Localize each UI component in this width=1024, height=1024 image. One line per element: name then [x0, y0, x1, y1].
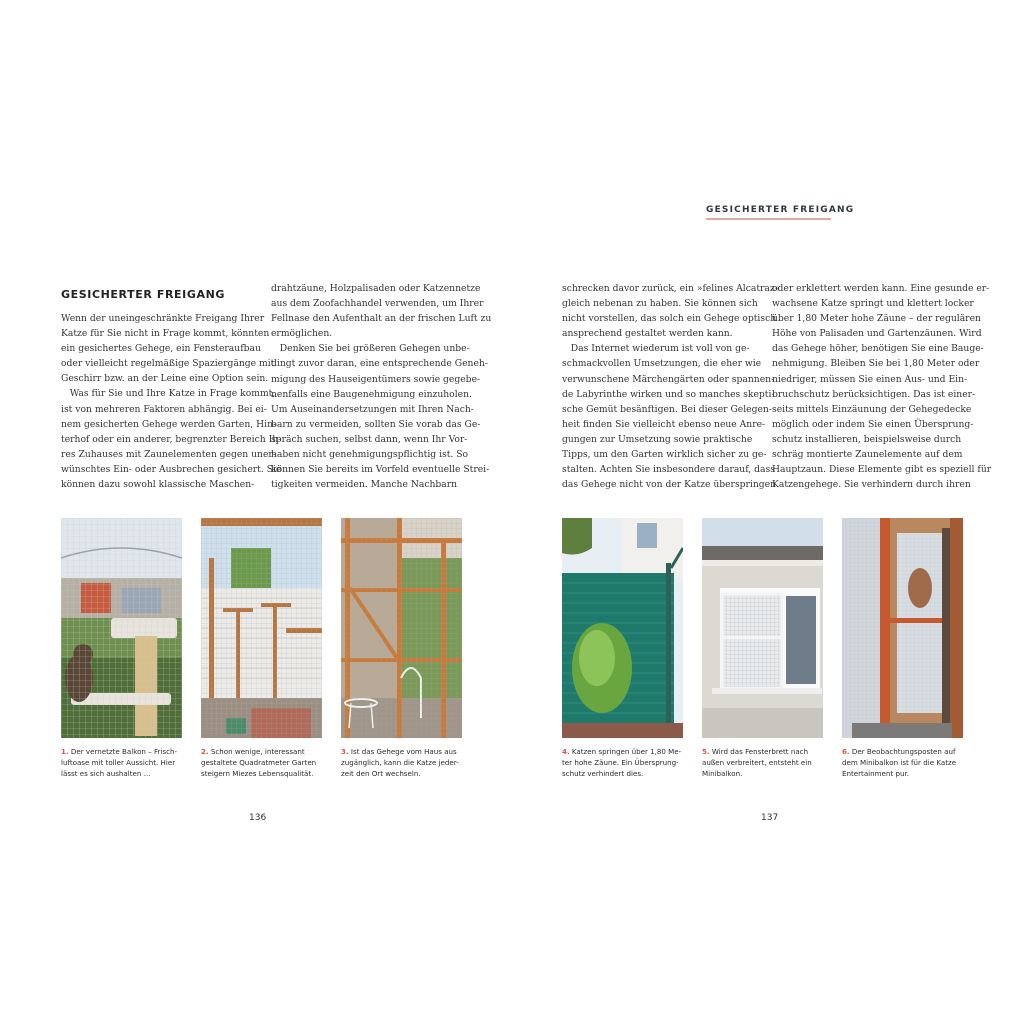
text-line: spräch suchen, selbst dann, wenn Ihr Vor- — [271, 433, 468, 445]
caption-number: 5. — [702, 747, 710, 756]
caption-2 — [201, 746, 324, 779]
text-line: stalten. Achten Sie insbesondere darauf, dass — [562, 464, 775, 476]
text-line: ermöglichen. — [271, 328, 333, 340]
text-line: ist von mehreren Faktoren abhängig. Bei ei- — [61, 403, 267, 415]
text-line: das Gehege nicht von der Katze überspringen — [562, 479, 777, 491]
caption-text: Schon wenige, interessant — [210, 747, 305, 756]
text-line: migung des Hauseigentümers sowie gegebe- — [271, 373, 481, 385]
text-line: verwunschene Märchengärten oder spannen- — [562, 373, 775, 385]
text-column-1 — [61, 311, 282, 492]
text-column-2 — [271, 281, 492, 492]
text-line: wünschtes Ein- oder Ausbrechen gesichert. Sie — [61, 463, 282, 475]
text-line: dingt zuvor daran, eine entsprechende Geneh- — [271, 358, 488, 370]
caption-6 — [842, 746, 965, 779]
text-line: Das Internet wiederum ist voll von ge- — [562, 343, 750, 355]
caption-text: Katzen springen über 1,80 Me- — [571, 747, 682, 756]
caption-line — [341, 746, 464, 757]
running-head-underline — [706, 218, 831, 220]
caption-line — [61, 746, 184, 757]
text-line: oder vielleicht regelmäßige Spaziergänge mit — [61, 358, 275, 370]
text-line: de Labyrinthe wirken und so manches skepti- — [562, 388, 775, 400]
photo-netted-balcony — [61, 518, 182, 738]
text-line: wachsene Katze springt und klettert locker — [772, 298, 974, 310]
text-line: Wenn der uneingeschränkte Freigang Ihrer — [61, 313, 265, 324]
caption-number: 6. — [842, 747, 850, 756]
text-column-4 — [772, 281, 992, 492]
caption-text: Wird das Fensterbrett nach — [711, 747, 809, 756]
caption-line: dem Minibalkon ist für die Katze — [842, 758, 957, 767]
text-line: gleich nebenan zu haben. Sie können sich — [562, 298, 758, 310]
caption-line: zugänglich, kann die Katze jeder- — [341, 758, 459, 767]
page-number-right: 137 — [761, 813, 779, 823]
text-line: schutz installieren, beispielsweise durch — [772, 433, 962, 445]
text-column-3 — [562, 281, 781, 492]
text-line: heit finden Sie vielleicht ebenso neue Anre- — [562, 418, 766, 430]
text-line: das Gehege höher, benötigen Sie eine Bauge- — [772, 343, 984, 355]
photo-green-fence — [562, 518, 683, 738]
text-line: schmackvollen Umsetzungen, die eher wie — [562, 358, 762, 370]
caption-line — [562, 746, 685, 757]
caption-line: Entertainment pur. — [842, 769, 909, 778]
text-line: Katzengehege. Sie verhindern durch ihren — [772, 479, 971, 491]
text-line: Um Auseinandersetzungen mit Ihren Nach- — [271, 403, 474, 415]
caption-line — [702, 746, 825, 757]
caption-number: 4. — [562, 747, 570, 756]
text-line: oder erklettert werden kann. Eine gesunde er- — [772, 283, 990, 294]
text-line: nicht vorstellen, das solch ein Gehege optisch — [562, 313, 777, 325]
text-line: bruchschutz berücksichtigen. Das ist einer- — [772, 388, 976, 400]
caption-5 — [702, 746, 825, 779]
text-line: gungen zur Umsetzung sowie praktische — [562, 433, 753, 445]
text-line: nem gesicherten Gehege werden Garten, Hin- — [61, 418, 277, 430]
text-line: niedriger, müssen Sie einen Aus- und Ein- — [772, 373, 968, 385]
text-line: können Sie bereits im Vorfeld eventuelle Strei- — [271, 464, 490, 476]
text-line: Fellnase den Aufenthalt an der frischen Luft zu — [271, 313, 492, 325]
caption-line: ter hohe Zäune. Ein Übersprung- — [562, 758, 679, 767]
caption-line: Minibalkon. — [702, 769, 743, 778]
text-line: nehmigung. Bleiben Sie bei 1,80 Meter oder — [772, 358, 980, 370]
section-heading: GESICHERTER FREIGANG — [61, 288, 226, 301]
photo-garden-enclosure — [201, 518, 322, 738]
caption-line — [201, 746, 324, 757]
caption-line: lässt es sich aushalten … — [61, 769, 151, 778]
text-line: Höhe von Palisaden und Gartenzäunen. Wird — [772, 328, 982, 340]
caption-1 — [61, 746, 184, 779]
page-number-left: 136 — [249, 813, 267, 823]
caption-line: schutz verhindert dies. — [562, 769, 644, 778]
text-line: ansprechend gestaltet werden kann. — [562, 328, 733, 340]
text-line: drahtzäune, Holzpalisaden oder Katzennetze — [271, 283, 481, 294]
caption-number: 2. — [201, 747, 209, 756]
text-line: möglich oder indem Sie einen Übersprung- — [772, 418, 974, 430]
photo-observation-post — [842, 518, 963, 738]
text-line: Katze für Sie nicht in Frage kommt, könnten — [61, 328, 270, 340]
text-line: Geschirr bzw. an der Leine eine Option sein. — [61, 373, 269, 385]
caption-line: steigern Miezes Lebensqualität. — [201, 769, 314, 778]
caption-number: 1. — [61, 747, 69, 756]
caption-text: Ist das Gehege vom Haus aus — [350, 747, 457, 756]
text-line: terhof oder ein anderer, begrenzter Bereich Ih- — [61, 433, 282, 445]
text-line: Denken Sie bei größeren Gehegen unbe- — [271, 343, 470, 355]
text-line: Hauptzaun. Diese Elemente gibt es speziell für — [772, 464, 992, 476]
text-line: nenfalls eine Baugenehmigung einzuholen. — [271, 388, 472, 400]
text-line: schrecken davor zurück, ein »felines Alcatraz« — [562, 283, 781, 294]
caption-line: zeit den Ort wechseln. — [341, 769, 421, 778]
text-line: über 1,80 Meter hohe Zäune – der regulären — [772, 313, 981, 325]
caption-line: außen verbreitert, entsteht ein — [702, 758, 812, 767]
text-line: Tipps, um den Garten wirklich sicher zu ge- — [562, 449, 767, 461]
text-line: seits mittels Einzäunung der Gehegedecke — [772, 403, 972, 415]
caption-number: 3. — [341, 747, 349, 756]
text-line: Was für Sie und Ihre Katze in Frage kommt, — [61, 388, 276, 400]
text-line: sche Gemüt besänftigen. Bei dieser Gelegen- — [562, 403, 772, 415]
caption-line — [842, 746, 965, 757]
text-line: tigkeiten vermeiden. Manche Nachbarn — [271, 479, 458, 491]
caption-3 — [341, 746, 464, 779]
running-head: GESICHERTER FREIGANG — [706, 205, 855, 215]
text-line: barn zu vermeiden, sollten Sie vorab das Ge- — [271, 418, 481, 430]
photo-window-minibalcony — [702, 518, 823, 738]
text-line: können dazu sowohl klassische Maschen- — [61, 479, 255, 491]
caption-text: Der vernetzte Balkon – Frisch- — [70, 747, 178, 756]
caption-text: Der Beobachtungsposten auf — [851, 747, 956, 756]
text-line: ein gesichertes Gehege, ein Fensteraufbau — [61, 343, 261, 355]
caption-line: gestaltete Quadratmeter Garten — [201, 758, 317, 767]
text-line: res Zuhauses mit Zaunelementen gegen uner- — [61, 448, 276, 460]
text-line: aus dem Zoofachhandel verwenden, um Ihrer — [271, 298, 484, 310]
photo-house-enclosure — [341, 518, 462, 738]
text-line: haben nicht genehmigungspflichtig ist. So — [271, 449, 469, 461]
caption-4 — [562, 746, 685, 779]
caption-line: luftoase mit toller Aussicht. Hier — [61, 758, 176, 767]
text-line: schräg montierte Zaunelemente auf dem — [772, 449, 963, 461]
